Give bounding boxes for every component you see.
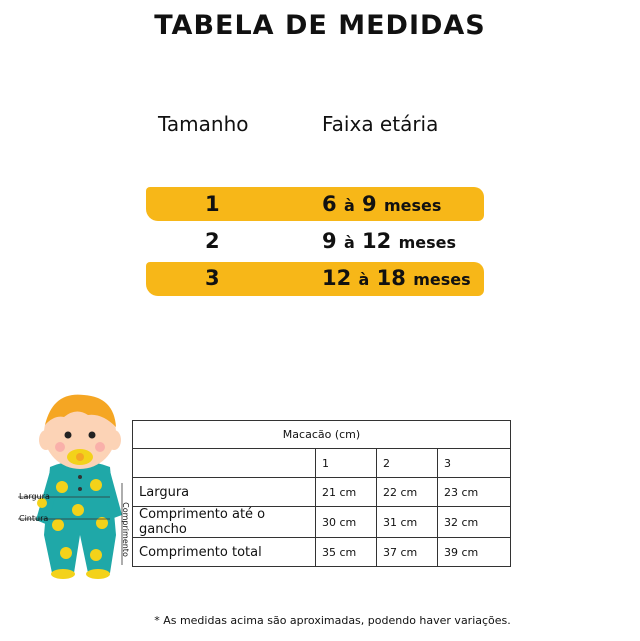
figure-label-length: Comprimento [120, 502, 130, 557]
size-value-1: 1 [205, 192, 220, 216]
age-unit: meses [383, 196, 442, 215]
age-range-3 [322, 266, 471, 290]
table-cell: 30 cm [316, 507, 377, 538]
figure-label-width: Largura [19, 492, 50, 501]
age-unit: meses [398, 233, 457, 252]
figure-label-waist: Cintura [19, 514, 49, 523]
row-label: Largura [133, 478, 316, 507]
age-separator: à [343, 233, 355, 252]
table-cell: 37 cm [377, 538, 438, 567]
row-label: Comprimento total [133, 538, 316, 567]
age-from: 9 [322, 229, 337, 253]
table-caption: Macacão (cm) [133, 421, 511, 449]
age-to: 12 [362, 229, 392, 253]
size-value-2: 2 [205, 229, 220, 253]
table-row [133, 538, 511, 567]
measurements-table [132, 420, 511, 567]
table-cell: 39 cm [438, 538, 511, 567]
table-row [133, 507, 511, 538]
table-cell: 22 cm [377, 478, 438, 507]
table-cell: 35 cm [316, 538, 377, 567]
age-unit: meses [413, 270, 471, 289]
table-header-cell: 1 [316, 449, 377, 478]
table-cell: 31 cm [377, 507, 438, 538]
age-range-2 [322, 229, 456, 253]
row-label: Comprimento até o gancho [133, 507, 316, 538]
page-title: TABELA DE MEDIDAS [154, 10, 486, 41]
table-cell: 21 cm [316, 478, 377, 507]
table-header-cell: 3 [438, 449, 511, 478]
table-caption-row [133, 421, 511, 449]
size-value-3: 3 [205, 266, 220, 290]
column-header-age: Faixa etária [322, 112, 439, 136]
age-to: 18 [376, 266, 406, 290]
table-header-empty [133, 449, 316, 478]
table-cell: 23 cm [438, 478, 511, 507]
column-header-size: Tamanho [158, 112, 249, 136]
age-separator: à [358, 270, 370, 289]
table-header-row [133, 449, 511, 478]
table-cell: 32 cm [438, 507, 511, 538]
table-row [133, 478, 511, 507]
age-separator: à [343, 196, 355, 215]
age-from: 12 [322, 266, 352, 290]
age-range-1 [322, 192, 441, 216]
footnote: * As medidas acima são aproximadas, podendo haver variações. [154, 614, 511, 627]
table-header-cell: 2 [377, 449, 438, 478]
age-to: 9 [362, 192, 377, 216]
age-from: 6 [322, 192, 337, 216]
